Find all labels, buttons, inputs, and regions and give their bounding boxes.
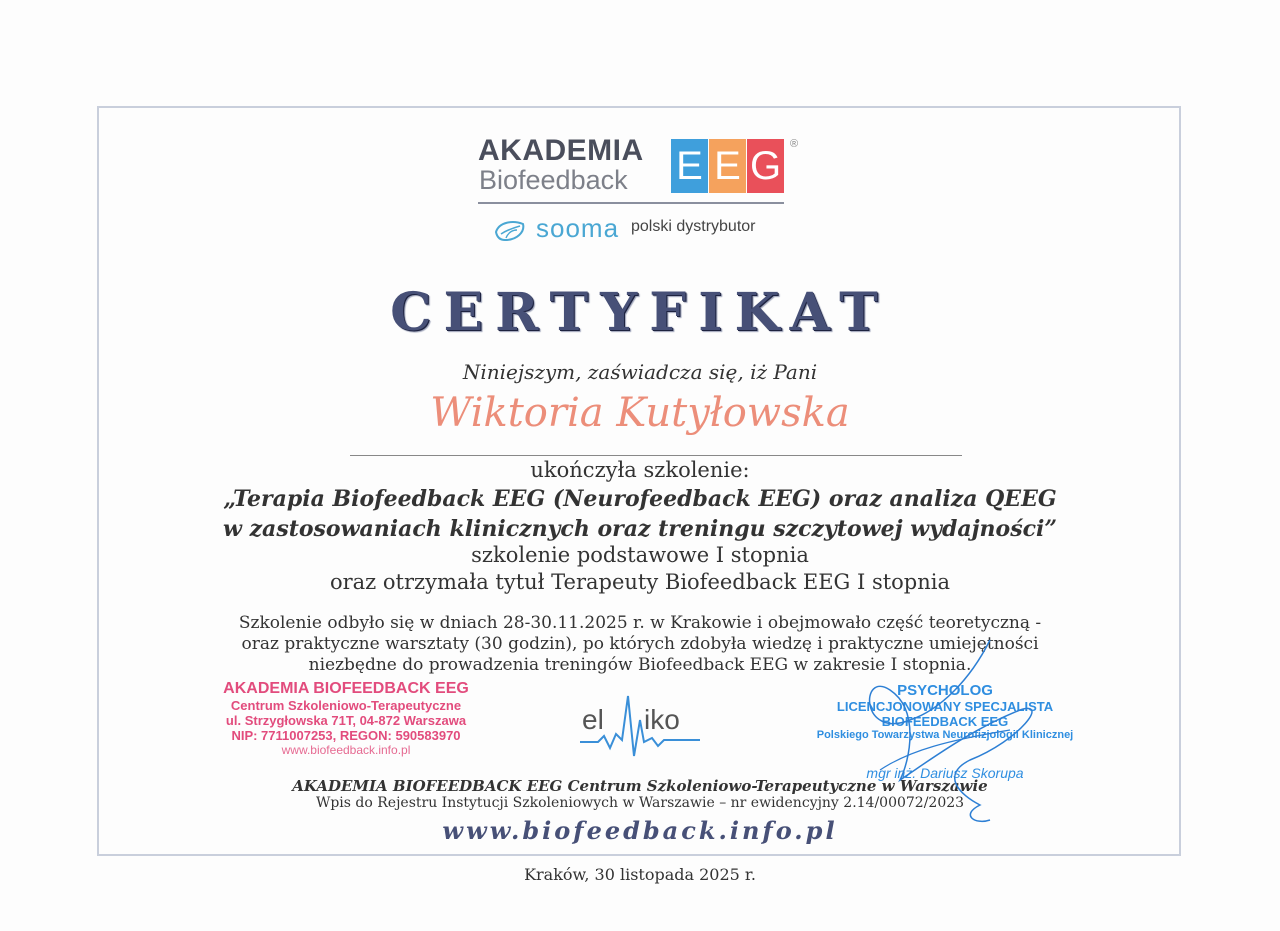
sooma-logo-text: sooma — [536, 213, 620, 243]
logo-akademia-text: AKADEMIA — [478, 134, 644, 167]
recipient-name: Wiktoria Kutyłowska — [430, 390, 850, 436]
footer-organization: AKADEMIA BIOFEEDBACK EEG Centrum Szkoleniowo-Terapeutyczne w Warszawie — [292, 777, 988, 795]
details-line1: Szkolenie odbyło się w dniach 28-30.11.2025 r. w Krakowie i obejmowało część teoretyczną - — [238, 613, 1042, 633]
course-level: szkolenie podstawowe I stopnia — [471, 543, 809, 567]
leaf-brain-icon — [493, 218, 529, 244]
logo-divider — [478, 202, 784, 204]
stamp-line-4: NIP: 7711007253, REGON: 590583970 — [231, 728, 461, 743]
website-link[interactable]: www.biofeedback.info.pl — [442, 816, 838, 845]
course-title-line1: „Terapia Biofeedback EEG (Neurofeedback EEG) oraz analiza QEEG — [223, 486, 1057, 512]
distributor-caption: polski dystrybutor — [631, 218, 756, 235]
footer-registry: Wpis do Rejestru Instytucji Szkoleniowych w Warszawie – nr ewidencyjny 2.14/00072/2023 — [315, 795, 965, 811]
elmiko-logo — [580, 690, 700, 760]
completed-text: ukończyła szkolenie: — [530, 458, 750, 482]
details-line2: oraz praktyczne warsztaty (30 godzin), po których zdobyła wiedzę i praktyczne umiejętności — [241, 634, 1039, 654]
logo-letter-e2: E — [709, 139, 746, 193]
award-text: oraz otrzymała tytuł Terapeuty Biofeedback EEG I stopnia — [329, 570, 951, 594]
elmiko-text-left: el — [582, 704, 604, 735]
details-line3: niezbędne do prowadzenia treningów Biofeedback EEG w zakresie I stopnia. — [308, 655, 972, 675]
psych-stamp-line-1: PSYCHOLOG — [897, 682, 993, 699]
course-title-line2: w zastosowaniach klinicznych oraz treningu szczytowej wydajności” — [222, 516, 1058, 542]
stamp-line-3: ul. Strzygłowska 71T, 04-872 Warszawa — [225, 713, 467, 728]
psych-stamp-line-2: LICENCJONOWANY SPECJALISTA — [836, 699, 1054, 714]
stamp-line-2: Centrum Szkoleniowo-Terapeutyczne — [230, 698, 462, 713]
elmiko-text-right: iko — [644, 704, 680, 735]
logo-letter-g: G — [747, 139, 784, 193]
psychologist-stamp — [800, 682, 1090, 781]
psych-stamp-name: mgr inż. Dariusz Skorupa — [866, 765, 1024, 781]
certificate-title: CERTYFIKAT — [390, 282, 890, 343]
registered-mark: ® — [790, 138, 799, 150]
psych-stamp-line-4: Polskiego Towarzystwa Neurofizjologii Klinicznej — [816, 729, 1074, 741]
logo-letter-e1: E — [671, 139, 708, 193]
name-underline — [350, 455, 962, 456]
logo-biofeedback-text: Biofeedback — [479, 165, 628, 195]
academy-stamp — [218, 680, 474, 757]
psych-stamp-line-3: BIOFEEDBACK EEG — [881, 714, 1009, 729]
place-date: Kraków, 30 listopada 2025 r. — [524, 865, 756, 884]
stamp-line-5: www.biofeedback.info.pl — [281, 743, 411, 757]
intro-text: Niniejszym, zaświadcza się, iż Pani — [462, 360, 818, 384]
stamp-line-1: AKADEMIA BIOFEEDBACK EEG — [223, 680, 469, 697]
